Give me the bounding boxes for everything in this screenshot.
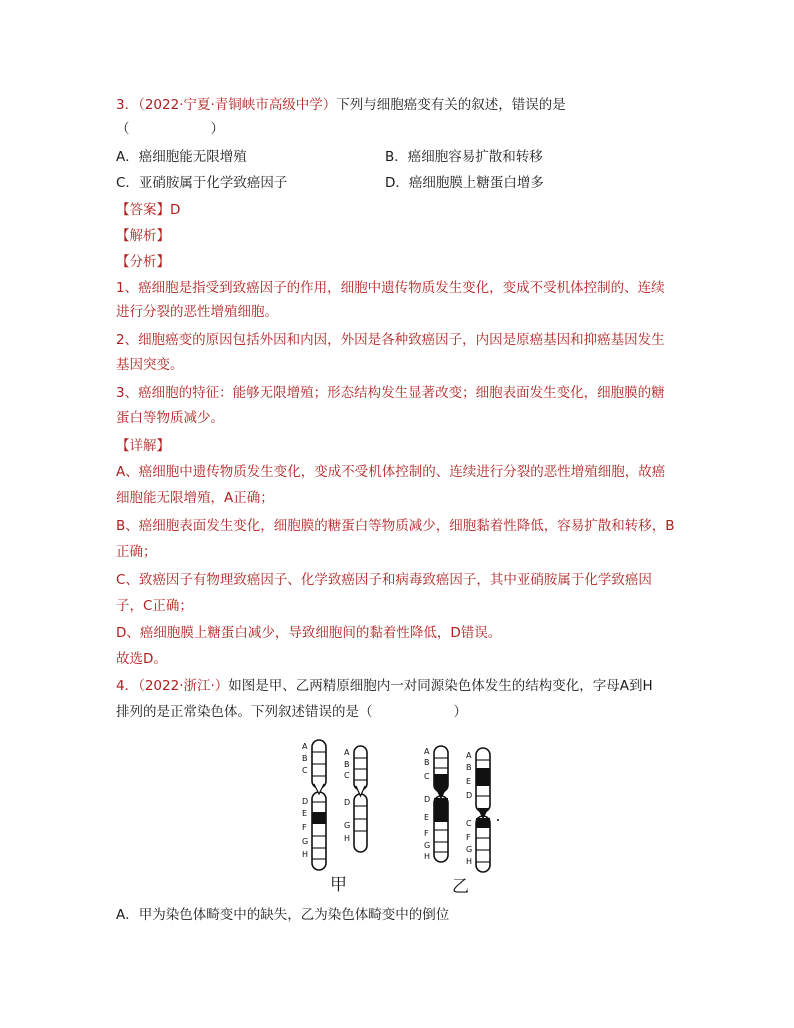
band-label: H bbox=[344, 834, 351, 843]
q3-source: （2022·宁夏·青铜峡市高级中学） bbox=[138, 97, 337, 113]
band-label: H bbox=[424, 852, 431, 861]
q3-fenxi-line: 1、癌细胞是指受到致癌因子的作用，细胞中遗传物质发生变化，变成不受机体控制的、连续 bbox=[116, 280, 665, 296]
band-label: D bbox=[302, 797, 309, 806]
chromosome-jia-left bbox=[312, 740, 326, 870]
q3-option-d: D．癌细胞膜上糖蛋白增多 bbox=[385, 175, 544, 191]
q3-xiangjie-line: 细胞能无限增殖，A正确； bbox=[116, 490, 274, 506]
q4-option-a: A．甲为染色体畸变中的缺失，乙为染色体畸变中的倒位 bbox=[116, 907, 450, 923]
figure-label-jia: 甲 bbox=[330, 875, 347, 895]
band-label: G bbox=[424, 841, 431, 850]
q3-stem: 下列与细胞癌变有关的叙述，错误的是 bbox=[336, 97, 566, 113]
band-label: H bbox=[466, 857, 473, 866]
band-label: C bbox=[466, 819, 472, 828]
chromosome-jia-right bbox=[354, 746, 367, 852]
q3-answer: 【答案】D bbox=[116, 202, 181, 218]
q3-option-b: B．癌细胞容易扩散和转移 bbox=[385, 149, 543, 165]
q3-xiangjie-line: D、癌细胞膜上糖蛋白减少，导致细胞间的黏着性降低，D错误。 bbox=[116, 625, 502, 641]
band-label: B bbox=[302, 754, 308, 763]
band-label: F bbox=[466, 833, 471, 842]
band-label: A bbox=[466, 751, 472, 760]
band-label: D bbox=[466, 791, 473, 800]
band-label: B bbox=[344, 760, 350, 769]
band-label: A bbox=[302, 742, 308, 751]
q3-blank: （ ） bbox=[116, 121, 224, 137]
q3-option-c: C．亚硝胺属于化学致癌因子 bbox=[116, 175, 288, 191]
chromosome-yi-right bbox=[476, 748, 499, 872]
band-label: B bbox=[424, 758, 430, 767]
q4-number: 4． bbox=[116, 678, 139, 694]
q3-xiangjie-line: 正确； bbox=[116, 544, 157, 560]
band-label: F bbox=[302, 823, 307, 832]
band-label: E bbox=[466, 777, 472, 786]
band-label: C bbox=[302, 766, 308, 775]
q3-stem-line bbox=[116, 96, 566, 114]
band-label: B bbox=[466, 763, 472, 772]
q3-fenxi-line: 3、癌细胞的特征：能够无限增殖；形态结构发生显著改变；细胞表面发生变化，细胞膜的糖 bbox=[116, 385, 665, 401]
band-label: F bbox=[424, 829, 429, 838]
q3-fenxi-line: 进行分裂的恶性增殖细胞。 bbox=[116, 304, 278, 320]
chromosome-yi-left bbox=[434, 746, 448, 862]
letters-yi-left bbox=[424, 747, 430, 861]
q3-fenxi-head: 【分析】 bbox=[116, 254, 170, 270]
figure-label-yi: 乙 bbox=[452, 877, 469, 897]
band-label: E bbox=[302, 809, 308, 818]
q3-fenxi-line: 基因突变。 bbox=[116, 357, 184, 373]
q4-stem: 如图是甲、乙两精原细胞内一对同源染色体发生的结构变化，字母A到H bbox=[228, 678, 653, 694]
q3-option-a: A．癌细胞能无限增殖 bbox=[116, 149, 247, 165]
band-label: D bbox=[344, 798, 351, 807]
band-label: C bbox=[344, 771, 350, 780]
band-label: A bbox=[424, 747, 430, 756]
q3-conclusion: 故选D。 bbox=[116, 651, 167, 667]
q3-fenxi-line: 蛋白等物质减少。 bbox=[116, 410, 224, 426]
q3-number: 3． bbox=[116, 97, 139, 113]
letters-yi-right bbox=[466, 751, 472, 866]
q4-source: （2022·浙江·） bbox=[138, 678, 229, 694]
letters-jia-right bbox=[344, 748, 350, 843]
band-label: G bbox=[344, 821, 351, 830]
band-label: G bbox=[302, 837, 309, 846]
q3-xiangjie-line: B、癌细胞表面发生变化，细胞膜的糖蛋白等物质减少，细胞黏着性降低，容易扩散和转移，B bbox=[116, 518, 675, 534]
band-label: H bbox=[302, 850, 309, 859]
letters-jia-left bbox=[302, 742, 308, 859]
q3-xiangjie-line: 子，C正确； bbox=[116, 598, 193, 614]
band-label: G bbox=[466, 845, 473, 854]
chromosome-figure bbox=[300, 738, 510, 898]
q3-analysis-head: 【解析】 bbox=[116, 228, 170, 244]
band-label: D bbox=[424, 795, 431, 804]
q3-xiangjie-line: A、癌细胞中遗传物质发生变化，变成不受机体控制的、连续进行分裂的恶性增殖细胞，故癌 bbox=[116, 464, 666, 480]
q4-stem-line-2: 排列的是正常染色体。下列叙述错误的是（ ） bbox=[116, 704, 467, 720]
band-label: C bbox=[424, 772, 430, 781]
q4-stem-line bbox=[116, 677, 653, 695]
band-label: A bbox=[344, 748, 350, 757]
band-label: E bbox=[424, 813, 430, 822]
q3-fenxi-line: 2、细胞癌变的原因包括外因和内因，外因是各种致癌因子，内因是原癌基因和抑癌基因发生 bbox=[116, 332, 665, 348]
q3-xiangjie-head: 【详解】 bbox=[116, 438, 170, 454]
q3-xiangjie-line: C、致癌因子有物理致癌因子、化学致癌因子和病毒致癌因子，其中亚硝胺属于化学致癌因 bbox=[116, 572, 652, 588]
